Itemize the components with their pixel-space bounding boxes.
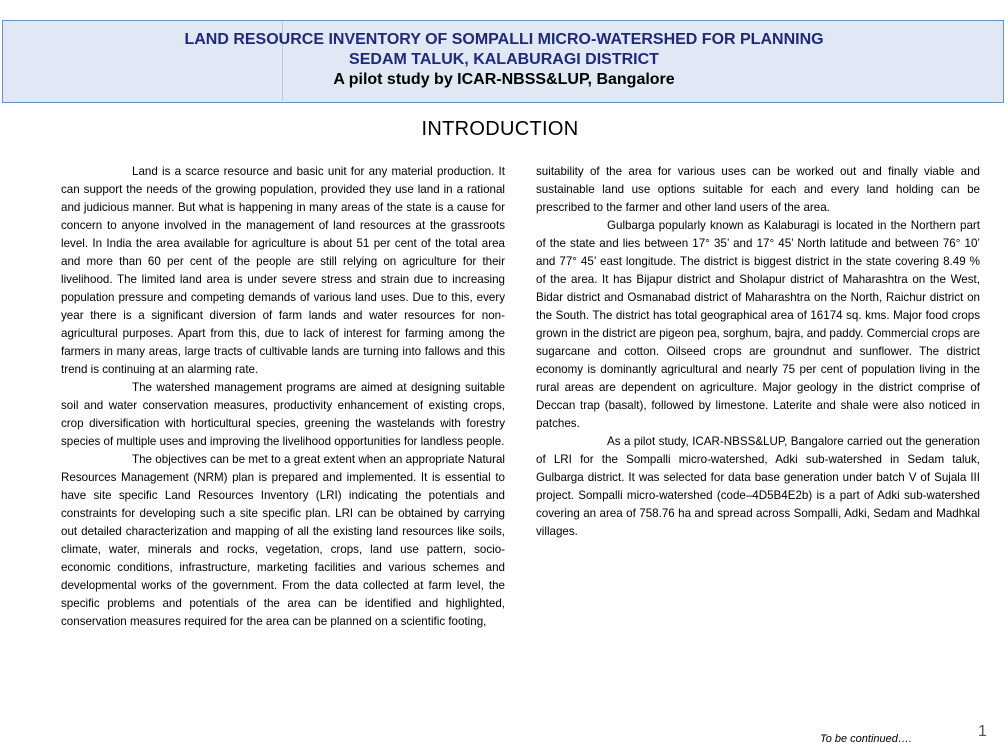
right-column (536, 163, 980, 541)
header-titles (0, 30, 1008, 90)
paragraph: The watershed management programs are aimed at designing suitable soil and water conservation measures, productivity enhancement of existing crops, crop diversification with horticultural species, greening the wastelands with forestry species of multiple uses and improving the livelihood opportunities for landless people. (61, 381, 505, 448)
header-title-line2: SEDAM TALUK, KALABURAGI DISTRICT (349, 51, 659, 68)
paragraph: As a pilot study, ICAR-NBSS&LUP, Bangalore carried out the generation of LRI for the Sompalli micro-watershed, Adki sub-watershed in Sedam taluk, Gulbarga district. It was selected for data base generation under batch V of Sujala III project. Sompalli micro-watershed (code–4D5B4E2b) is a part of Adki sub-watershed covering an area of 758.76 ha and spread across Sompalli, Adki, Sedam and Madhkal villages. (536, 435, 980, 538)
paragraph: Gulbarga popularly known as Kalaburagi is located in the Northern part of the state and lies between 17° 35’ and 17° 45’ North latitude and between 76° 10’ and 77° 45’ east longitude. The district is biggest district in the state covering 8.49 % of the area. It has Bijapur district and Sholapur district of Maharashtra on the West, Bidar district and Osmanabad district of Maharashtra on the North, Raichur district on the South. The district has total geographical area of 16174 sq. kms. Major food crops grown in the district are pigeon pea, sorghum, bajra, and paddy. Commercial crops are sugarcane and cotton. Oilseed crops are groundnut and sunflower. The district economy is dominantly agricultural and nearly 75 per cent of population living in the rural areas are dependent on agriculture. Major geology in the district comprise of Deccan trap (basalt), followed by limestone. Laterite and shale were also noticed in patches. (536, 219, 980, 430)
section-title: INTRODUCTION (421, 118, 579, 140)
header-title-line3: A pilot study by ICAR-NBSS&LUP, Bangalore (333, 71, 675, 88)
paragraph: Land is a scarce resource and basic unit for any material production. It can support the needs of the growing population, provided they use land in a rational and judicious manner. But what is happening in many areas of the state is a cause for concern to anyone involved in the management of land resources at the grassroots level. In India the area available for agriculture is about 51 per cent of the total area and more than 60 per cent of the people are still relying on agriculture for their livelihood. The limited land area is under severe stress and strain due to increasing population pressure and competing demands of various land uses. Due to this, every year there is a significant diversion of farm lands and water resources for non-agricultural purposes. Apart from this, due to lack of interest for farming among the farmers in many areas, large tracts of cultivable lands are turning into fallows and this trend is continuing at an alarming rate. (61, 165, 505, 376)
paragraph: The objectives can be met to a great extent when an appropriate Natural Resources Management (NRM) plan is prepared and implemented. It is essential to have site specific Land Resources Inventory (LRI) indicating the potentials and constraints for developing such a site specific plan. LRI can be obtained by carrying out detailed characterization and mapping of all the existing land resources like soils, climate, water, minerals and rocks, vegetation, crops, land use pattern, socio-economic conditions, infrastructure, marketing facilities and various schemes and developmental works of the government. From the data collected at farm level, the specific problems and potentials of the area can be identified and highlighted, conservation measures required for the area can be planned on a scientific footing, (61, 453, 505, 628)
continued-note: To be continued…. (820, 733, 912, 745)
paragraph: suitability of the area for various uses can be worked out and finally viable and sustainable land use options suitable for each and every land holding can be prescribed to the farmer and other land users of the area. (536, 165, 980, 214)
header-title-line1: LAND RESOURCE INVENTORY OF SOMPALLI MICRO-WATERSHED FOR PLANNING (184, 31, 824, 48)
page-number: 1 (978, 723, 987, 740)
left-column (61, 163, 505, 631)
